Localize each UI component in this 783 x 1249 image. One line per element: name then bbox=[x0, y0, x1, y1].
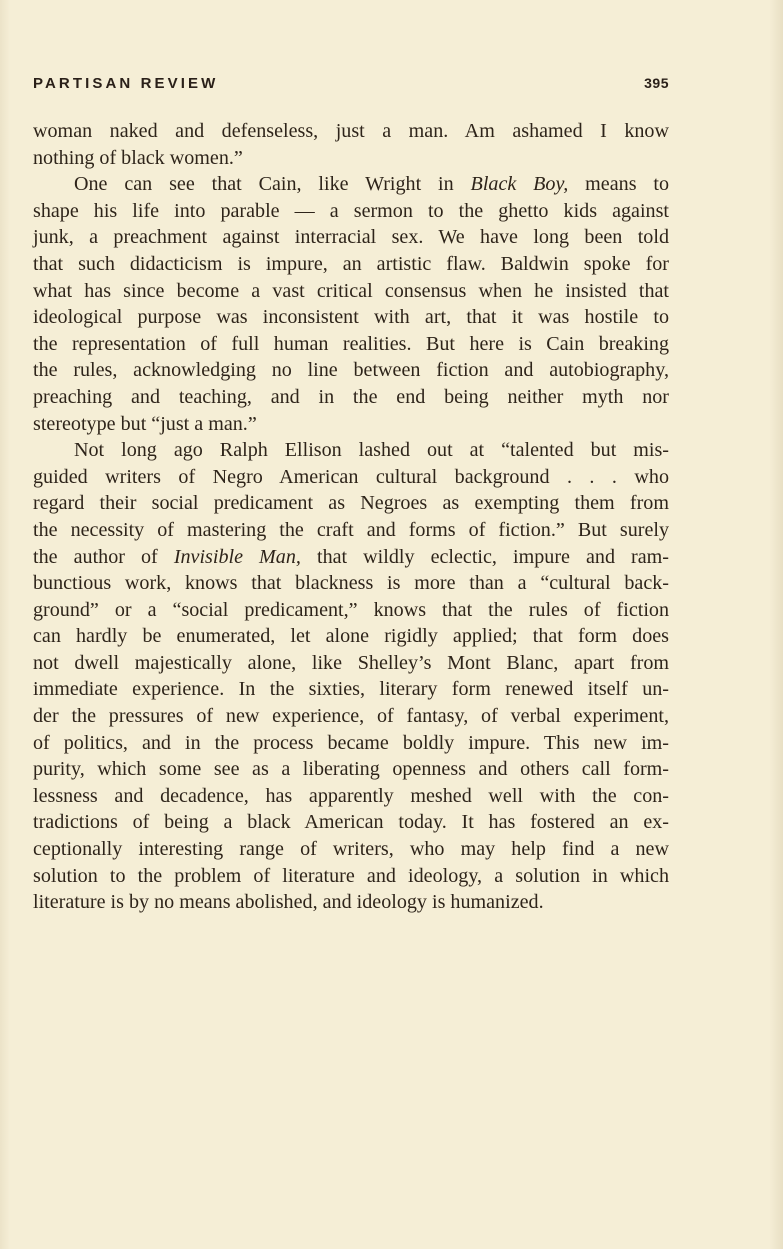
paragraph-p3 bbox=[33, 437, 669, 916]
text-line: ideological purpose was inconsistent with art, that it was hostile to bbox=[33, 306, 669, 329]
text-line: of politics, and in the process became boldly impure. This new im- bbox=[33, 731, 669, 754]
text-line: woman naked and defenseless, just a man. Am ashamed I know bbox=[33, 120, 669, 142]
paragraph-p1 bbox=[33, 118, 669, 171]
text-line: Not long ago Ralph Ellison lashed out at “talented but mis- bbox=[74, 439, 669, 462]
text-line: the author of Invisible Man, that wildly eclectic, impure and ram- bbox=[33, 545, 669, 568]
text-line: solution to the problem of literature and ideology, a solution in which bbox=[33, 864, 669, 887]
text-line: lessness and decadence, has apparently meshed well with the con- bbox=[33, 784, 669, 807]
page-number: 395 bbox=[644, 75, 669, 91]
paragraph-p2 bbox=[33, 171, 669, 437]
text-line: guided writers of Negro American cultural background . . . who bbox=[33, 465, 669, 488]
text-line: stereotype but “just a man.” bbox=[33, 412, 257, 435]
text-line: what has since become a vast critical consensus when he insisted that bbox=[33, 279, 669, 302]
text-line: bunctious work, knows that blackness is more than a “cultural back- bbox=[33, 572, 669, 595]
text-line: immediate experience. In the sixties, literary form renewed itself un- bbox=[33, 678, 669, 701]
italic-title: Invisible Man, bbox=[173, 545, 301, 568]
text-line: tradictions of being a black American today. It has fostered an ex- bbox=[33, 811, 669, 834]
text-line: not dwell majestically alone, like Shelley’s Mont Blanc, apart from bbox=[33, 651, 669, 674]
text-line: literature is by no means abolished, and ideology is humanized. bbox=[33, 891, 544, 914]
text-line: purity, which some see as a liberating openness and others call form- bbox=[33, 758, 669, 781]
journal-title: PARTISAN REVIEW bbox=[33, 75, 219, 92]
text-line: shape his life into parable — a sermon to the ghetto kids against bbox=[33, 199, 669, 222]
text-line: the necessity of mastering the craft and forms of fiction.” But surely bbox=[33, 518, 669, 541]
running-head bbox=[33, 75, 669, 97]
text-line: ceptionally interesting range of writers, who may help find a new bbox=[33, 838, 669, 861]
text-line: can hardly be enumerated, let alone rigidly applied; that form does bbox=[33, 625, 669, 648]
text-line: ground” or a “social predicament,” knows that the rules of fiction bbox=[33, 598, 669, 621]
text-line: the representation of full human realities. But here is Cain breaking bbox=[33, 332, 669, 355]
text-line: the rules, acknowledging no line between fiction and autobiography, bbox=[33, 359, 669, 382]
text-line: der the pressures of new experience, of fantasy, of verbal experiment, bbox=[33, 705, 669, 728]
text-line: junk, a preachment against interracial sex. We have long been told bbox=[33, 226, 669, 249]
text-line: that such didacticism is impure, an artistic flaw. Baldwin spoke for bbox=[33, 252, 669, 275]
text-line: preaching and teaching, and in the end being neither myth nor bbox=[33, 385, 669, 408]
text-line: regard their social predicament as Negroes as exempting them from bbox=[33, 492, 669, 515]
italic-title: Black Boy, bbox=[470, 173, 569, 196]
body-text bbox=[33, 118, 669, 916]
text-line: nothing of black women.” bbox=[33, 146, 243, 169]
text-line: One can see that Cain, like Wright in Black Boy, means to bbox=[74, 173, 670, 196]
